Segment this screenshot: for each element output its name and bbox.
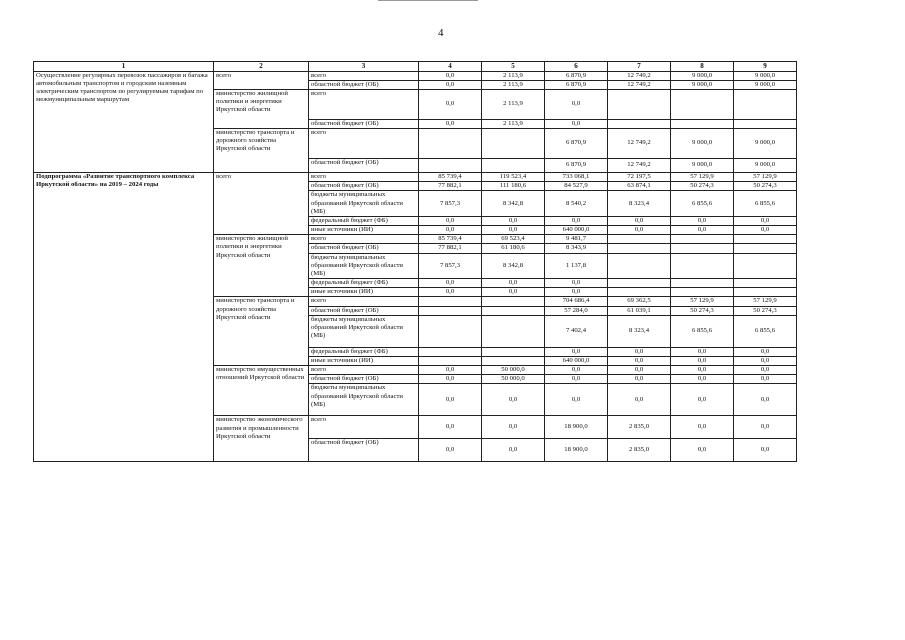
value-cell-col8: 0,0 xyxy=(671,226,734,235)
value-cell-col5 xyxy=(482,297,545,306)
value-cell-col4: 0,0 xyxy=(419,226,482,235)
value-cell-col8: 50 274,3 xyxy=(671,306,734,315)
value-cell-col5: 119 523,4 xyxy=(482,173,545,182)
value-cell-col5: 0,0 xyxy=(482,439,545,462)
value-cell-col6: 18 900,0 xyxy=(545,416,608,439)
funding-source-cell: бюджеты муниципальных образований Иркутской области (МБ) xyxy=(309,253,419,279)
value-cell-col8: 9 000,0 xyxy=(671,159,734,173)
value-cell-col5: 0,0 xyxy=(482,279,545,288)
value-cell-col6: 640 000,0 xyxy=(545,356,608,365)
value-cell-col6: 1 137,8 xyxy=(545,253,608,279)
funding-source-cell: всего xyxy=(309,89,419,119)
value-cell-col5: 2 113,9 xyxy=(482,80,545,89)
value-cell-col5: 8 342,8 xyxy=(482,191,545,217)
value-cell-col9 xyxy=(734,235,797,244)
value-cell-col9: 0,0 xyxy=(734,347,797,356)
value-cell-col4 xyxy=(419,306,482,315)
funding-source-cell: бюджеты муниципальных образований Иркутской области (МБ) xyxy=(309,315,419,347)
value-cell-col5: 0,0 xyxy=(482,226,545,235)
executor-cell: министерство экономического развития и промышленности Иркутской области xyxy=(214,416,309,462)
value-cell-col7 xyxy=(608,253,671,279)
value-cell-col4: 0,0 xyxy=(419,416,482,439)
funding-source-cell: иные источники (ИИ) xyxy=(309,288,419,297)
value-cell-col6: 6 870,9 xyxy=(545,129,608,159)
value-cell-col4 xyxy=(419,347,482,356)
value-cell-col7: 63 874,1 xyxy=(608,182,671,191)
value-cell-col9: 0,0 xyxy=(734,356,797,365)
funding-source-cell: всего xyxy=(309,173,419,182)
column-header-7: 7 xyxy=(608,62,671,72)
column-header-row xyxy=(34,62,797,72)
value-cell-col9: 57 129,9 xyxy=(734,297,797,306)
column-header-4: 4 xyxy=(419,62,482,72)
funding-source-cell: областной бюджет (ОБ) xyxy=(309,159,419,173)
value-cell-col6: 18 900,0 xyxy=(545,439,608,462)
executor-cell: министерство транспорта и дорожного хозяйства Иркутской области xyxy=(214,297,309,366)
value-cell-col5: 61 180,6 xyxy=(482,244,545,253)
funding-source-cell: федеральный бюджет (ФБ) xyxy=(309,347,419,356)
value-cell-col4 xyxy=(419,159,482,173)
value-cell-col5 xyxy=(482,306,545,315)
value-cell-col5 xyxy=(482,129,545,159)
value-cell-col7 xyxy=(608,244,671,253)
value-cell-col8: 0,0 xyxy=(671,384,734,416)
value-cell-col4 xyxy=(419,297,482,306)
value-cell-col9: 0,0 xyxy=(734,416,797,439)
value-cell-col8: 0,0 xyxy=(671,216,734,225)
value-cell-col7: 0,0 xyxy=(608,356,671,365)
value-cell-col5: 0,0 xyxy=(482,288,545,297)
funding-source-cell: областной бюджет (ОБ) xyxy=(309,80,419,89)
value-cell-col9: 50 274,3 xyxy=(734,182,797,191)
value-cell-col7: 8 323,4 xyxy=(608,191,671,217)
value-cell-col4: 0,0 xyxy=(419,71,482,80)
budget-table xyxy=(33,61,797,462)
value-cell-col6: 704 686,4 xyxy=(545,297,608,306)
column-header-5: 5 xyxy=(482,62,545,72)
value-cell-col5 xyxy=(482,159,545,173)
executor-cell: всего xyxy=(214,71,309,89)
value-cell-col7: 0,0 xyxy=(608,216,671,225)
value-cell-col6: 8 343,9 xyxy=(545,244,608,253)
value-cell-col6: 9 481,7 xyxy=(545,235,608,244)
value-cell-col5: 111 180,6 xyxy=(482,182,545,191)
value-cell-col5: 50 000,0 xyxy=(482,375,545,384)
value-cell-col9 xyxy=(734,288,797,297)
value-cell-col6: 0,0 xyxy=(545,279,608,288)
value-cell-col9 xyxy=(734,244,797,253)
value-cell-col7: 61 039,1 xyxy=(608,306,671,315)
value-cell-col5: 0,0 xyxy=(482,416,545,439)
value-cell-col6: 0,0 xyxy=(545,216,608,225)
value-cell-col8: 6 855,6 xyxy=(671,191,734,217)
funding-source-cell: всего xyxy=(309,235,419,244)
value-cell-col5 xyxy=(482,347,545,356)
funding-source-cell: иные источники (ИИ) xyxy=(309,226,419,235)
funding-source-cell: всего xyxy=(309,297,419,306)
value-cell-col6: 8 540,2 xyxy=(545,191,608,217)
value-cell-col9: 0,0 xyxy=(734,366,797,375)
value-cell-col4: 0,0 xyxy=(419,279,482,288)
table-row xyxy=(34,173,797,182)
value-cell-col7: 0,0 xyxy=(608,366,671,375)
value-cell-col9: 50 274,3 xyxy=(734,306,797,315)
value-cell-col8: 0,0 xyxy=(671,356,734,365)
value-cell-col4: 0,0 xyxy=(419,288,482,297)
value-cell-col4 xyxy=(419,129,482,159)
value-cell-col6: 6 870,9 xyxy=(545,71,608,80)
column-header-3: 3 xyxy=(309,62,419,72)
value-cell-col5: 69 523,4 xyxy=(482,235,545,244)
value-cell-col5: 8 342,8 xyxy=(482,253,545,279)
value-cell-col8: 9 000,0 xyxy=(671,71,734,80)
funding-source-cell: областной бюджет (ОБ) xyxy=(309,439,419,462)
value-cell-col4: 7 857,3 xyxy=(419,191,482,217)
value-cell-col9: 9 000,0 xyxy=(734,159,797,173)
executor-cell: министерство жилищной политики и энергетики Иркутской области xyxy=(214,89,309,128)
value-cell-col8 xyxy=(671,235,734,244)
value-cell-col6: 0,0 xyxy=(545,288,608,297)
value-cell-col4: 0,0 xyxy=(419,89,482,119)
value-cell-col9: 6 855,6 xyxy=(734,191,797,217)
value-cell-col9 xyxy=(734,279,797,288)
value-cell-col7: 0,0 xyxy=(608,384,671,416)
value-cell-col9: 0,0 xyxy=(734,226,797,235)
value-cell-col7: 12 749,2 xyxy=(608,71,671,80)
value-cell-col7: 12 749,2 xyxy=(608,80,671,89)
value-cell-col7 xyxy=(608,279,671,288)
funding-source-cell: бюджеты муниципальных образований Иркутской области (МБ) xyxy=(309,384,419,416)
value-cell-col7 xyxy=(608,235,671,244)
value-cell-col6: 0,0 xyxy=(545,375,608,384)
value-cell-col8: 6 855,6 xyxy=(671,315,734,347)
value-cell-col7: 69 362,5 xyxy=(608,297,671,306)
value-cell-col4: 77 882,1 xyxy=(419,244,482,253)
value-cell-col4 xyxy=(419,356,482,365)
value-cell-col4: 0,0 xyxy=(419,366,482,375)
funding-source-cell: бюджеты муниципальных образований Иркутской области (МБ) xyxy=(309,191,419,217)
value-cell-col4: 0,0 xyxy=(419,375,482,384)
funding-source-cell: всего xyxy=(309,416,419,439)
executor-cell: министерство имущественных отношений Иркутской области xyxy=(214,366,309,416)
value-cell-col6: 0,0 xyxy=(545,366,608,375)
value-cell-col9: 0,0 xyxy=(734,439,797,462)
funding-source-cell: областной бюджет (ОБ) xyxy=(309,375,419,384)
value-cell-col5: 50 000,0 xyxy=(482,366,545,375)
value-cell-col7: 0,0 xyxy=(608,375,671,384)
value-cell-col4: 0,0 xyxy=(419,80,482,89)
value-cell-col8: 0,0 xyxy=(671,366,734,375)
value-cell-col5: 2 113,9 xyxy=(482,119,545,128)
value-cell-col8: 50 274,3 xyxy=(671,182,734,191)
value-cell-col5 xyxy=(482,356,545,365)
funding-source-cell: федеральный бюджет (ФБ) xyxy=(309,216,419,225)
value-cell-col4: 0,0 xyxy=(419,384,482,416)
value-cell-col8: 57 129,9 xyxy=(671,173,734,182)
value-cell-col9: 6 855,6 xyxy=(734,315,797,347)
column-header-1: 1 xyxy=(34,62,214,72)
funding-source-cell: областной бюджет (ОБ) xyxy=(309,306,419,315)
value-cell-col6: 0,0 xyxy=(545,119,608,128)
value-cell-col9: 0,0 xyxy=(734,375,797,384)
value-cell-col4: 85 739,4 xyxy=(419,235,482,244)
value-cell-col9: 0,0 xyxy=(734,216,797,225)
value-cell-col8: 0,0 xyxy=(671,416,734,439)
value-cell-col6: 57 284,0 xyxy=(545,306,608,315)
page-number: 4 xyxy=(438,27,444,39)
value-cell-col4: 77 882,1 xyxy=(419,182,482,191)
program-title-cell: Осуществление регулярных перевозок пассажиров и багажа автомобильным транспортом и городским наземным электрическим транспортом по регулируемым тарифам по межмуниципальным маршрутам xyxy=(34,71,214,173)
value-cell-col8 xyxy=(671,244,734,253)
value-cell-col9: 9 000,0 xyxy=(734,80,797,89)
column-header-2: 2 xyxy=(214,62,309,72)
value-cell-col8 xyxy=(671,119,734,128)
funding-source-cell: областной бюджет (ОБ) xyxy=(309,182,419,191)
value-cell-col9 xyxy=(734,89,797,119)
value-cell-col7 xyxy=(608,119,671,128)
value-cell-col8: 0,0 xyxy=(671,439,734,462)
column-header-8: 8 xyxy=(671,62,734,72)
funding-source-cell: всего xyxy=(309,71,419,80)
value-cell-col5 xyxy=(482,315,545,347)
value-cell-col5: 2 113,9 xyxy=(482,71,545,80)
value-cell-col7 xyxy=(608,89,671,119)
funding-source-cell: всего xyxy=(309,129,419,159)
value-cell-col6: 6 870,9 xyxy=(545,80,608,89)
value-cell-col8: 0,0 xyxy=(671,375,734,384)
value-cell-col8 xyxy=(671,279,734,288)
value-cell-col8 xyxy=(671,253,734,279)
value-cell-col7: 0,0 xyxy=(608,347,671,356)
value-cell-col7: 12 749,2 xyxy=(608,129,671,159)
value-cell-col4: 0,0 xyxy=(419,439,482,462)
value-cell-col8: 9 000,0 xyxy=(671,129,734,159)
value-cell-col9: 9 000,0 xyxy=(734,129,797,159)
column-header-9: 9 xyxy=(734,62,797,72)
funding-source-cell: областной бюджет (ОБ) xyxy=(309,244,419,253)
value-cell-col4: 7 857,3 xyxy=(419,253,482,279)
value-cell-col7: 12 749,2 xyxy=(608,159,671,173)
value-cell-col4 xyxy=(419,315,482,347)
value-cell-col6: 7 402,4 xyxy=(545,315,608,347)
funding-source-cell: федеральный бюджет (ФБ) xyxy=(309,279,419,288)
value-cell-col6: 733 068,1 xyxy=(545,173,608,182)
value-cell-col9: 0,0 xyxy=(734,384,797,416)
value-cell-col6: 0,0 xyxy=(545,347,608,356)
table-row xyxy=(34,71,797,80)
column-header-6: 6 xyxy=(545,62,608,72)
funding-source-cell: областной бюджет (ОБ) xyxy=(309,119,419,128)
executor-cell: министерство жилищной политики и энергетики Иркутской области xyxy=(214,235,309,297)
value-cell-col8: 57 129,9 xyxy=(671,297,734,306)
value-cell-col6: 0,0 xyxy=(545,89,608,119)
value-cell-col9 xyxy=(734,119,797,128)
value-cell-col5: 0,0 xyxy=(482,384,545,416)
value-cell-col5: 0,0 xyxy=(482,216,545,225)
value-cell-col6: 84 527,9 xyxy=(545,182,608,191)
executor-cell: министерство транспорта и дорожного хозяйства Иркутской области xyxy=(214,129,309,173)
value-cell-col6: 0,0 xyxy=(545,384,608,416)
value-cell-col6: 640 000,0 xyxy=(545,226,608,235)
value-cell-col9: 57 129,9 xyxy=(734,173,797,182)
value-cell-col7: 0,0 xyxy=(608,226,671,235)
value-cell-col8: 0,0 xyxy=(671,347,734,356)
value-cell-col4: 85 739,4 xyxy=(419,173,482,182)
value-cell-col8: 9 000,0 xyxy=(671,80,734,89)
value-cell-col4: 0,0 xyxy=(419,216,482,225)
value-cell-col7: 2 835,0 xyxy=(608,439,671,462)
value-cell-col7: 8 323,4 xyxy=(608,315,671,347)
funding-source-cell: иные источники (ИИ) xyxy=(309,356,419,365)
value-cell-col7: 2 835,0 xyxy=(608,416,671,439)
value-cell-col9 xyxy=(734,253,797,279)
value-cell-col4: 0,0 xyxy=(419,119,482,128)
value-cell-col7 xyxy=(608,288,671,297)
value-cell-col8 xyxy=(671,89,734,119)
value-cell-col8 xyxy=(671,288,734,297)
value-cell-col7: 72 197,5 xyxy=(608,173,671,182)
value-cell-col6: 6 870,9 xyxy=(545,159,608,173)
value-cell-col5: 2 113,9 xyxy=(482,89,545,119)
executor-cell: всего xyxy=(214,173,309,235)
program-title-cell: Подпрограмма «Развитие транспортного комплекса Иркутской области» на 2019 – 2024 годы xyxy=(34,173,214,462)
value-cell-col9: 9 000,0 xyxy=(734,71,797,80)
funding-source-cell: всего xyxy=(309,366,419,375)
